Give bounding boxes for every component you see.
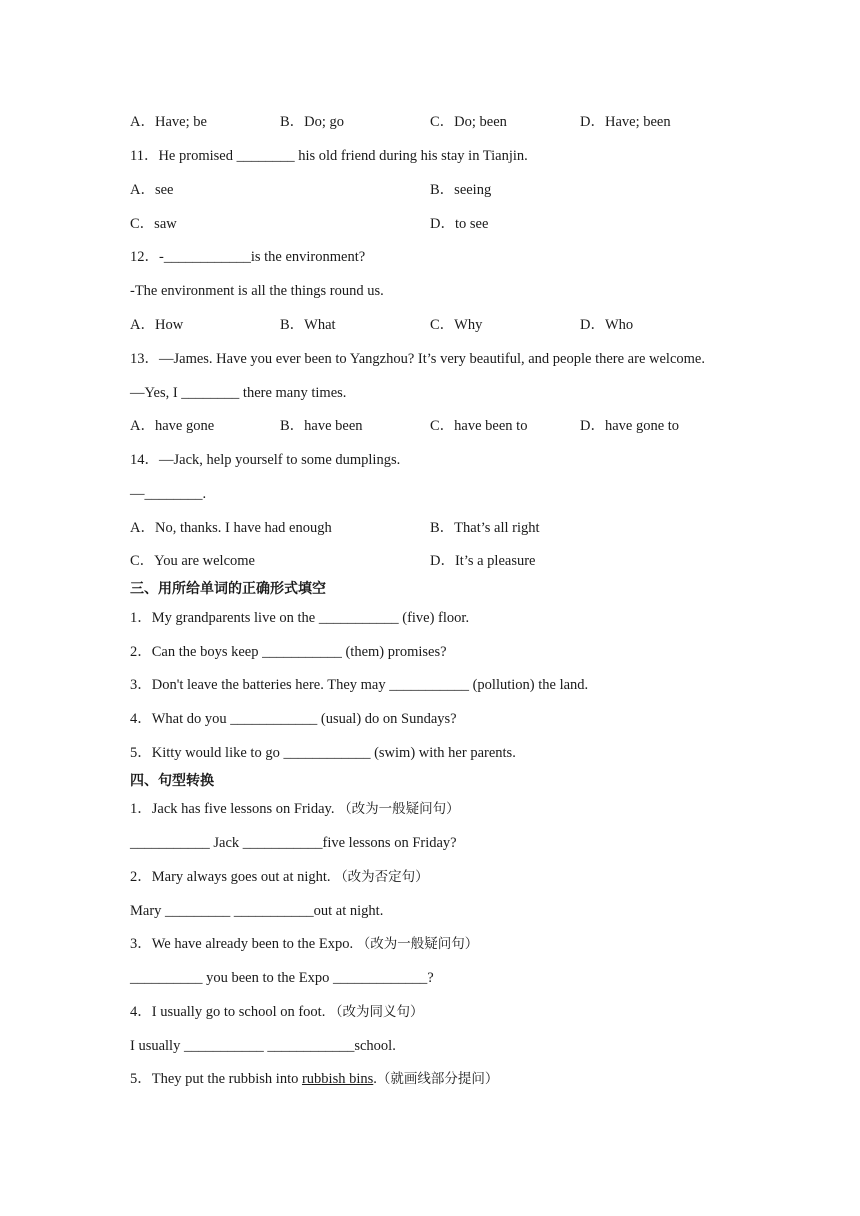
q11-option-a: A．see <box>130 182 174 198</box>
q13-option-a: A．have gone <box>130 418 215 434</box>
section3-item: 4．What do you ____________ (usual) do on Sundays? <box>130 711 457 727</box>
instruction-note: （改为同义句） <box>328 1004 424 1020</box>
q14-option-a: A．No, thanks. I have had enough <box>130 520 332 536</box>
q14-line2: —________. <box>130 486 207 502</box>
question-text-end: . <box>373 1071 377 1087</box>
q13-option-d: D．have gone to <box>580 418 680 434</box>
q11-option-b: B．seeing <box>430 182 492 198</box>
question-text: 1．Jack has five lessons on Friday. <box>130 801 335 817</box>
section4-question <box>130 1070 498 1088</box>
q10-option-c: C．Do; been <box>430 114 507 130</box>
q12-option-c: C．Why <box>430 317 483 333</box>
q10-option-b: B．Do; go <box>280 114 345 130</box>
instruction-note: （就画线部分提问） <box>376 1071 499 1087</box>
instruction-note: （改为否定句） <box>334 869 429 885</box>
q13-stem: 13．—James. Have you ever been to Yangzhou? It’s very beautiful, and people there are welcome. <box>130 351 705 367</box>
q12-stem: 12．-____________is the environment? <box>130 249 366 265</box>
q11-option-c: C．saw <box>130 216 177 232</box>
section4-question <box>130 1003 423 1021</box>
q12-line2: -The environment is all the things round us. <box>130 283 384 299</box>
section4-answer-line: ___________ Jack ___________five lessons on Friday? <box>130 835 457 851</box>
section4-question <box>130 935 478 953</box>
q11-stem: 11．He promised ________ his old friend during his stay in Tianjin. <box>130 148 528 164</box>
q13-option-c: C．have been to <box>430 418 528 434</box>
section4-answer-line: __________ you been to the Expo _____________? <box>130 970 434 986</box>
instruction-note: （改为一般疑问句） <box>356 936 479 952</box>
section4-question <box>130 800 460 818</box>
q10-option-d: D．Have; been <box>580 114 671 130</box>
q13-option-b: B．have been <box>280 418 363 434</box>
q14-option-b: B．That’s all right <box>430 520 540 536</box>
q14-option-c: C．You are welcome <box>130 553 255 569</box>
section4-answer-line: I usually ___________ ____________school. <box>130 1038 396 1054</box>
section3-item: 2．Can the boys keep ___________ (them) promises? <box>130 644 447 660</box>
underlined-phrase: rubbish bins <box>301 1071 374 1087</box>
section3-item: 3．Don't leave the batteries here. They may ___________ (pollution) the land. <box>130 677 589 693</box>
question-text: 3．We have already been to the Expo. <box>130 936 354 952</box>
question-text: 2．Mary always goes out at night. <box>130 869 331 885</box>
q14-option-d: D．It’s a pleasure <box>430 553 536 569</box>
section4-title: 四、句型转换 <box>130 773 214 789</box>
question-text: 5．They put the rubbish into <box>130 1071 302 1087</box>
instruction-note: （改为一般疑问句） <box>338 801 460 817</box>
section3-title: 三、用所给单词的正确形式填空 <box>130 581 326 597</box>
section3-item: 1．My grandparents live on the ___________ (five) floor. <box>130 610 470 626</box>
question-text: 4．I usually go to school on foot. <box>130 1004 326 1020</box>
q14-stem: 14．—Jack, help yourself to some dumplings. <box>130 452 401 468</box>
q11-option-d: D．to see <box>430 216 489 232</box>
q10-option-a: A．Have; be <box>130 114 207 130</box>
section4-answer-line: Mary _________ ___________out at night. <box>130 903 384 919</box>
q12-option-b: B．What <box>280 317 336 333</box>
q12-option-d: D．Who <box>580 317 634 333</box>
section4-question <box>130 868 429 886</box>
q12-option-a: A．How <box>130 317 184 333</box>
q13-line2: —Yes, I ________ there many times. <box>130 385 347 401</box>
section3-item: 5．Kitty would like to go ____________ (swim) with her parents. <box>130 745 516 761</box>
